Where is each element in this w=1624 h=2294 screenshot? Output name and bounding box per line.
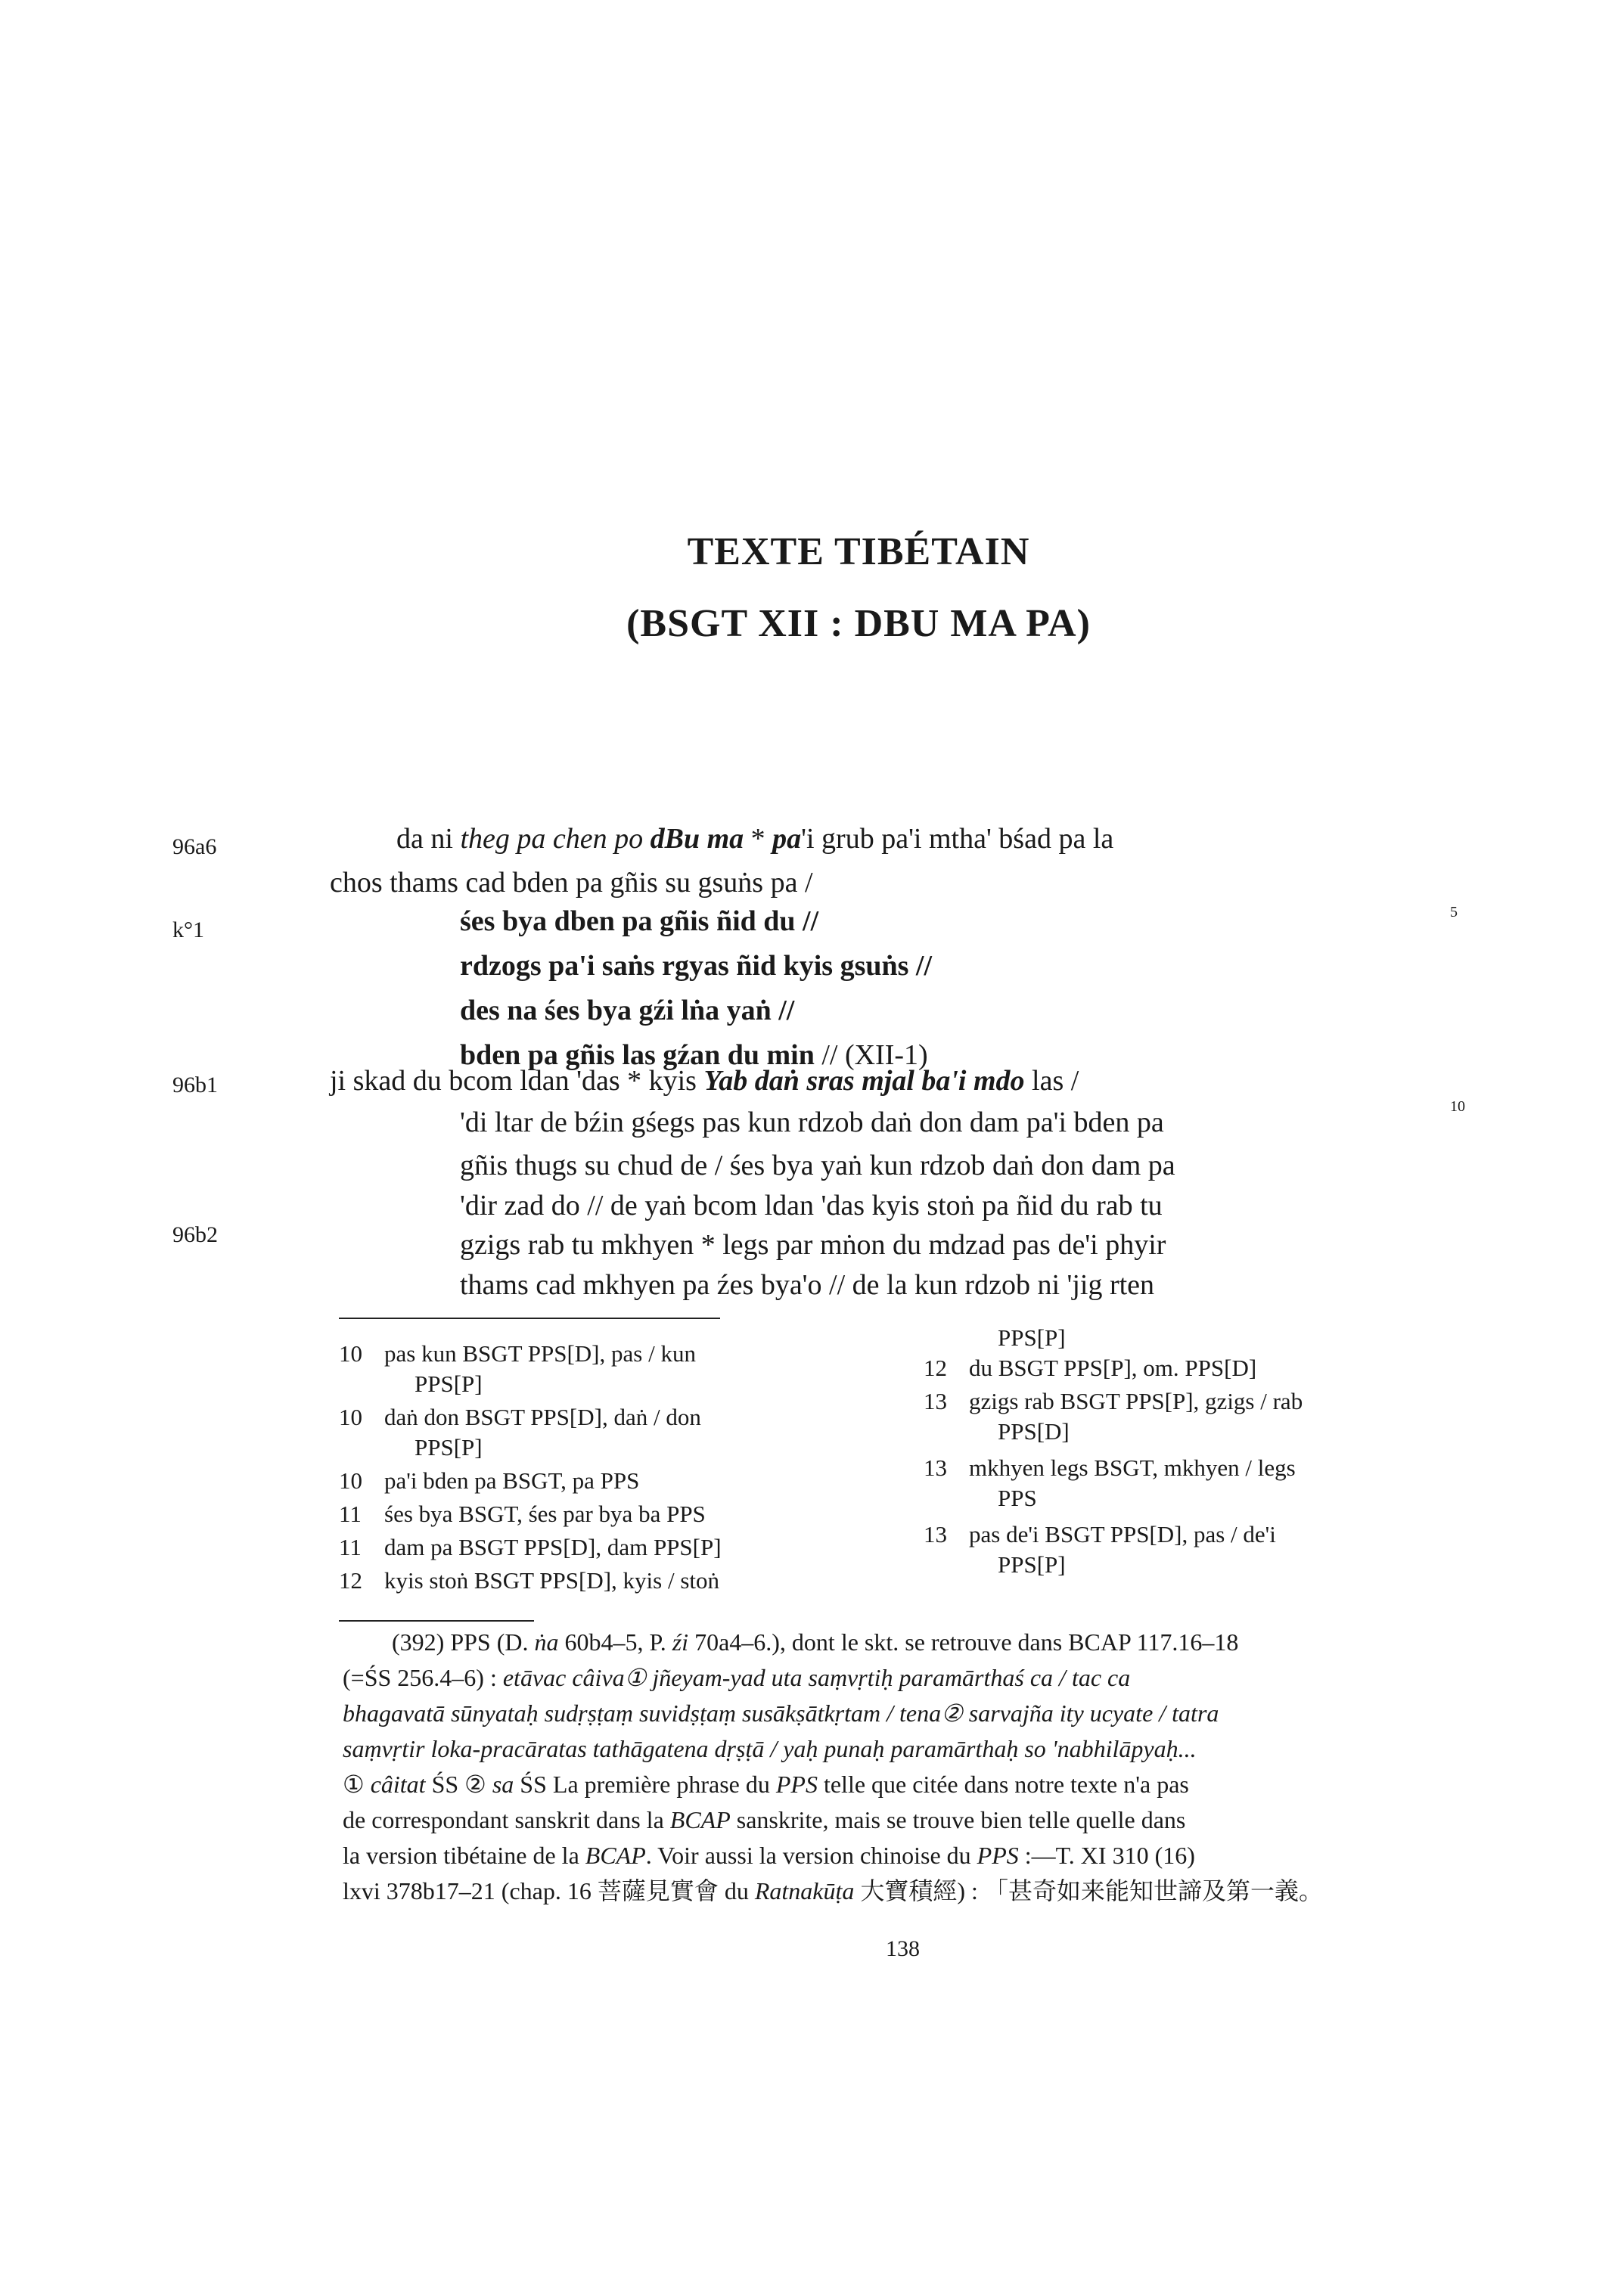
- main-line-11: gzigs rab tu mkhyen * legs par mṅon du mdzad pas de'i phyir: [460, 1229, 1166, 1261]
- page-number: 138: [886, 1936, 920, 1961]
- apparatus-entry: 13 gzigs rab BSGT PPS[P], gzigs / rab: [924, 1388, 1303, 1414]
- margin-ref-96b2: 96b2: [172, 1222, 218, 1247]
- apparatus-entry: 13 pas de'i BSGT PPS[D], pas / de'i: [924, 1521, 1276, 1547]
- margin-ref-96b1: 96b1: [172, 1072, 218, 1097]
- apparatus-entry-cont: PPS[P]: [998, 1551, 1066, 1578]
- apparatus-entry-cont: PPS[P]: [415, 1371, 483, 1397]
- verse-line-3: des na śes bya gźi lṅa yaṅ //: [460, 995, 795, 1026]
- main-line-7: ji skad du bcom ldan 'das * kyis Yab daṅ sras mjal ba'i mdo las /: [330, 1065, 1079, 1097]
- apparatus-right: [924, 1323, 1303, 1580]
- apparatus-entry-cont: PPS[D]: [998, 1418, 1070, 1445]
- apparatus-entry-cont: PPS[P]: [998, 1324, 1066, 1351]
- apparatus-entry: 12 du BSGT PPS[P], om. PPS[D]: [924, 1355, 1257, 1381]
- margin-ref-k1: k°1: [172, 917, 204, 942]
- apparatus-rule: [339, 1318, 720, 1319]
- footnote-line-1: (392) PPS (D. ṅa 60b4–5, P. źi 70a4–6.), dont le skt. se retrouve dans BCAP 117.16–18: [392, 1628, 1239, 1656]
- footnote-line-6: de correspondant sanskrit dans la BCAP sanskrite, mais se trouve bien telle quelle dans: [343, 1806, 1186, 1833]
- main-line-9: gñis thugs su chud de / śes bya yaṅ kun rdzob daṅ don dam pa: [460, 1150, 1175, 1181]
- apparatus-left: [339, 1339, 722, 1596]
- main-line-12: thams cad mkhyen pa źes bya'o // de la kun rdzob ni 'jig rten: [460, 1269, 1155, 1301]
- footnote-line-8: lxvi 378b17–21 (chap. 16 菩薩見實會 du Ratnakūṭa 大寶積經) : 「甚奇如来能知世諦及第一義。: [343, 1877, 1323, 1904]
- verse-line-1: śes bya dben pa gñis ñid du //: [460, 905, 819, 937]
- apparatus-entry: 13 mkhyen legs BSGT, mkhyen / legs: [924, 1454, 1296, 1481]
- line-number-5: 5: [1450, 904, 1458, 920]
- main-line-2: chos thams cad bden pa gñis su gsuṅs pa /: [330, 867, 813, 899]
- main-line-10: 'dir zad do // de yaṅ bcom ldan 'das kyis stoṅ pa ñid du rab tu: [460, 1190, 1163, 1222]
- verse-line-4: bden pa gñis las gźan du min // (XII-1): [460, 1039, 928, 1071]
- apparatus-entry: 10 pa'i bden pa BSGT, pa PPS: [339, 1467, 640, 1494]
- footnote-line-4: saṃvṛtir loka-pracāratas tathāgatena dṛṣṭā / yaḥ punaḥ paramārthaḥ so 'nabhilāpyaḥ...: [343, 1735, 1197, 1762]
- main-line-8: 'di ltar de bźin gśegs pas kun rdzob daṅ don dam pa'i bden pa: [460, 1107, 1164, 1138]
- apparatus-entry: 11 dam pa BSGT PPS[D], dam PPS[P]: [339, 1534, 722, 1560]
- margin-ref-96a6: 96a6: [172, 834, 217, 859]
- apparatus-entry: 11 śes bya BSGT, śes par bya ba PPS: [339, 1501, 706, 1527]
- footnote-line-3: bhagavatā sūnyataḥ sudṛṣṭaṃ suvidṣṭaṃ susākṣātkṛtam / tena② sarvajña ity ucyate / tatra: [343, 1700, 1219, 1727]
- main-line-1: da ni theg pa chen po dBu ma * pa'i grub pa'i mtha' bśad pa la: [396, 823, 1114, 855]
- page-subtitle: (BSGT XII : DBU MA PA): [626, 602, 1091, 645]
- footnote-line-2: (=ŚS 256.4–6) : etāvac câiva① jñeyam-yad uta saṃvṛtiḥ paramārthaś ca / tac ca: [343, 1664, 1131, 1691]
- footnote-line-5: ① câitat ŚS ② sa ŚS La première phrase du PPS telle que citée dans notre texte n'a pas: [343, 1771, 1189, 1798]
- footnote-line-7: la version tibétaine de la BCAP. Voir aussi la version chinoise du PPS :—T. XI 310 (16): [343, 1842, 1195, 1869]
- footnote-rule: [339, 1620, 534, 1622]
- line-number-10: 10: [1450, 1098, 1465, 1115]
- apparatus-entry-cont: PPS[P]: [415, 1434, 483, 1461]
- apparatus-entry: 12 kyis stoṅ BSGT PPS[D], kyis / stoṅ: [339, 1567, 720, 1594]
- apparatus-entry-cont: PPS: [998, 1485, 1037, 1511]
- apparatus-entry: 10 pas kun BSGT PPS[D], pas / kun: [339, 1340, 696, 1367]
- apparatus-entry: 10 daṅ don BSGT PPS[D], daṅ / don: [339, 1404, 701, 1430]
- verse-line-2: rdzogs pa'i saṅs rgyas ñid kyis gsuṅs //: [460, 950, 933, 982]
- page-title: TEXTE TIBÉTAIN: [687, 530, 1030, 573]
